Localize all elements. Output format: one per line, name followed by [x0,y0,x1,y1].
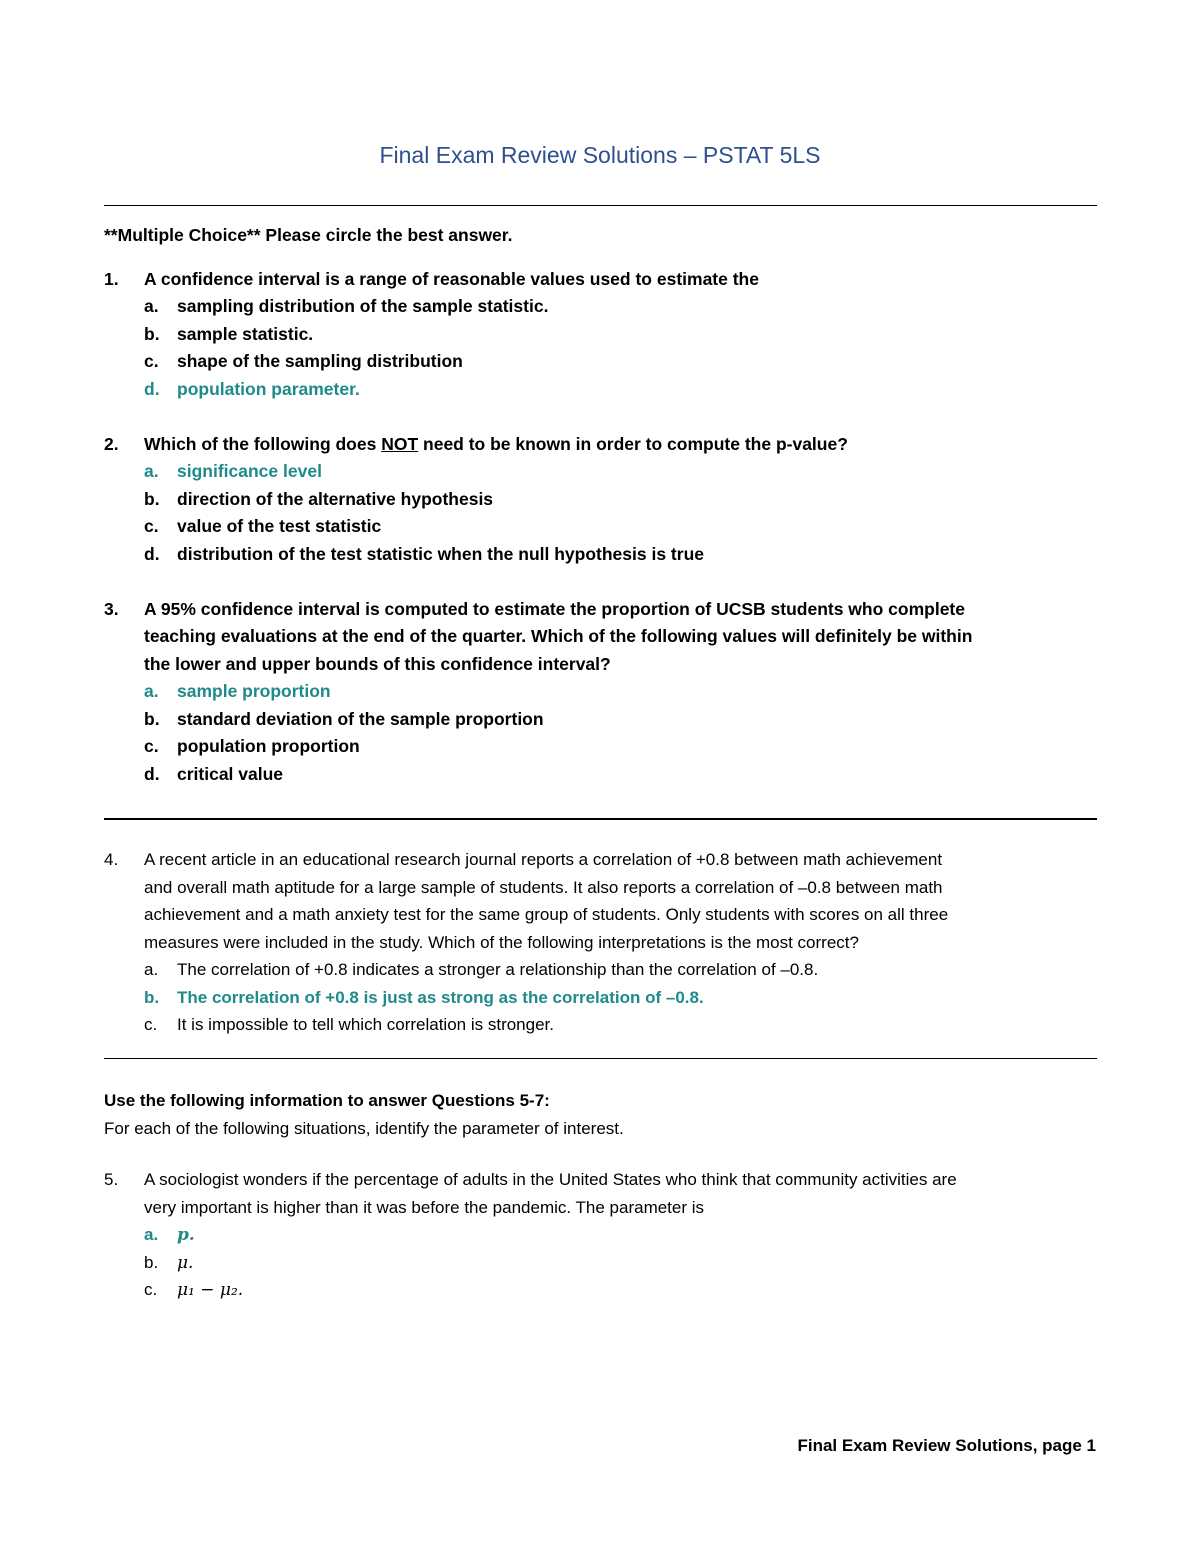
question-2: 2. Which of the following does NOT need to be known in order to compute the p-value? a. significance level b. direction of the alternative hypothesis c. value of the test statistic d. distribution of the test statistic when the null hypothesis is true [104,431,1104,569]
page-footer: Final Exam Review Solutions, page 1 [797,1436,1096,1455]
option-2c[interactable]: c. value of the test statistic [144,516,382,536]
question-text-line: teaching evaluations at the end of the quarter. Which of the following values will definitely be within [144,626,973,646]
question-5: 5. A sociologist wonders if the percentage of adults in the United States who think that community activities are very important is higher than it was before the pandemic. The parameter is a. p. b. μ. c. μ₁ − μ₂. [104,1166,1104,1304]
option-3c[interactable]: c. population proportion [144,736,360,756]
section-divider [104,1058,1097,1059]
option-2d[interactable]: d. distribution of the test statistic when the null hypothesis is true [144,543,704,564]
section-divider [104,818,1097,820]
option-3d[interactable]: d. critical value [144,763,284,784]
title-divider [104,205,1097,206]
option-1b[interactable]: b. sample statistic. [144,323,314,344]
question-number: 4. [104,850,119,869]
question-text-line: the lower and upper bounds of this confidence interval? [144,653,611,674]
question-number: 3. [104,598,119,619]
question-4: 4. A recent article in an educational research journal reports a correlation of +0.8 between math achievement and overall math aptitude for a large sample of students. It also reports a correlation of –0.8 between math achievement and a math anxiety test for the same group of students. Only students with scores on all three measures were included in the study. Which of the following interpretations is the most correct? a. The correlation of +0.8 indicates a stronger a relationship than the correlation of –0.8. b. The correlation of +0.8 is just as strong as the correlation of –0.8. c. It is impossible to tell which correlation is stronger. [104,846,1104,1039]
option-1a[interactable]: a. sampling distribution of the sample statistic. [144,296,549,316]
question-text: A confidence interval is a range of reasonable values used to estimate the [144,268,759,289]
page-title: Final Exam Review Solutions – PSTAT 5LS [379,142,821,168]
question-number: 2. [104,433,119,454]
option-4a[interactable]: a. The correlation of +0.8 indicates a stronger a relationship than the correlation of –0.8. [144,960,819,979]
option-1d-correct[interactable]: d. population parameter. [144,378,360,399]
option-3a-correct[interactable]: a. sample proportion [144,681,331,701]
option-2b[interactable]: b. direction of the alternative hypothesis [144,488,494,509]
emphasis-not: NOT [381,433,419,454]
question-number: 5. [104,1170,119,1189]
option-4c[interactable]: c. It is impossible to tell which correlation is stronger. [144,1015,554,1034]
option-5a-correct[interactable]: a. p. [144,1225,195,1245]
option-5b[interactable]: b. μ. [144,1252,194,1273]
question-text-line: and overall math aptitude for a large sample of students. It also reports a correlation of –0.8 between math [144,877,943,897]
section-subheading: For each of the following situations, identify the parameter of interest. [104,1118,624,1138]
mc-section [104,222,1104,788]
option-5c[interactable]: c. μ₁ − μ₂. [144,1280,244,1300]
question-text-line: very important is higher than it was before the pandemic. The parameter is [144,1197,705,1217]
question-text-line: measures were included in the study. Which of the following interpretations is the most correct? [144,932,859,952]
option-4b-correct[interactable]: b. The correlation of +0.8 is just as strong as the correlation of –0.8. [144,987,704,1007]
option-1c[interactable]: c. shape of the sampling distribution [144,351,463,371]
option-3b[interactable]: b. standard deviation of the sample proportion [144,708,544,729]
option-2a-correct[interactable]: a. significance level [144,461,322,481]
question-3: 3. A 95% confidence interval is computed to estimate the proportion of UCSB students who complete teaching evaluations at the end of the quarter. Which of the following values will definitely be within the lower and upper bounds of this confidence interval? a. sample proportion b. standard deviation of the sample proportion c. population proportion d. critical value [104,596,1104,789]
question-text-line: achievement and a math anxiety test for the same group of students. Only students with scores on all three [144,905,949,924]
parameter-section [104,1087,1104,1304]
question-1 [104,266,1104,404]
question-number: 1. [104,268,119,289]
instructions: **Multiple Choice** Please circle the best answer. [104,225,513,245]
section-heading: Use the following information to answer Questions 5-7: [104,1091,550,1110]
